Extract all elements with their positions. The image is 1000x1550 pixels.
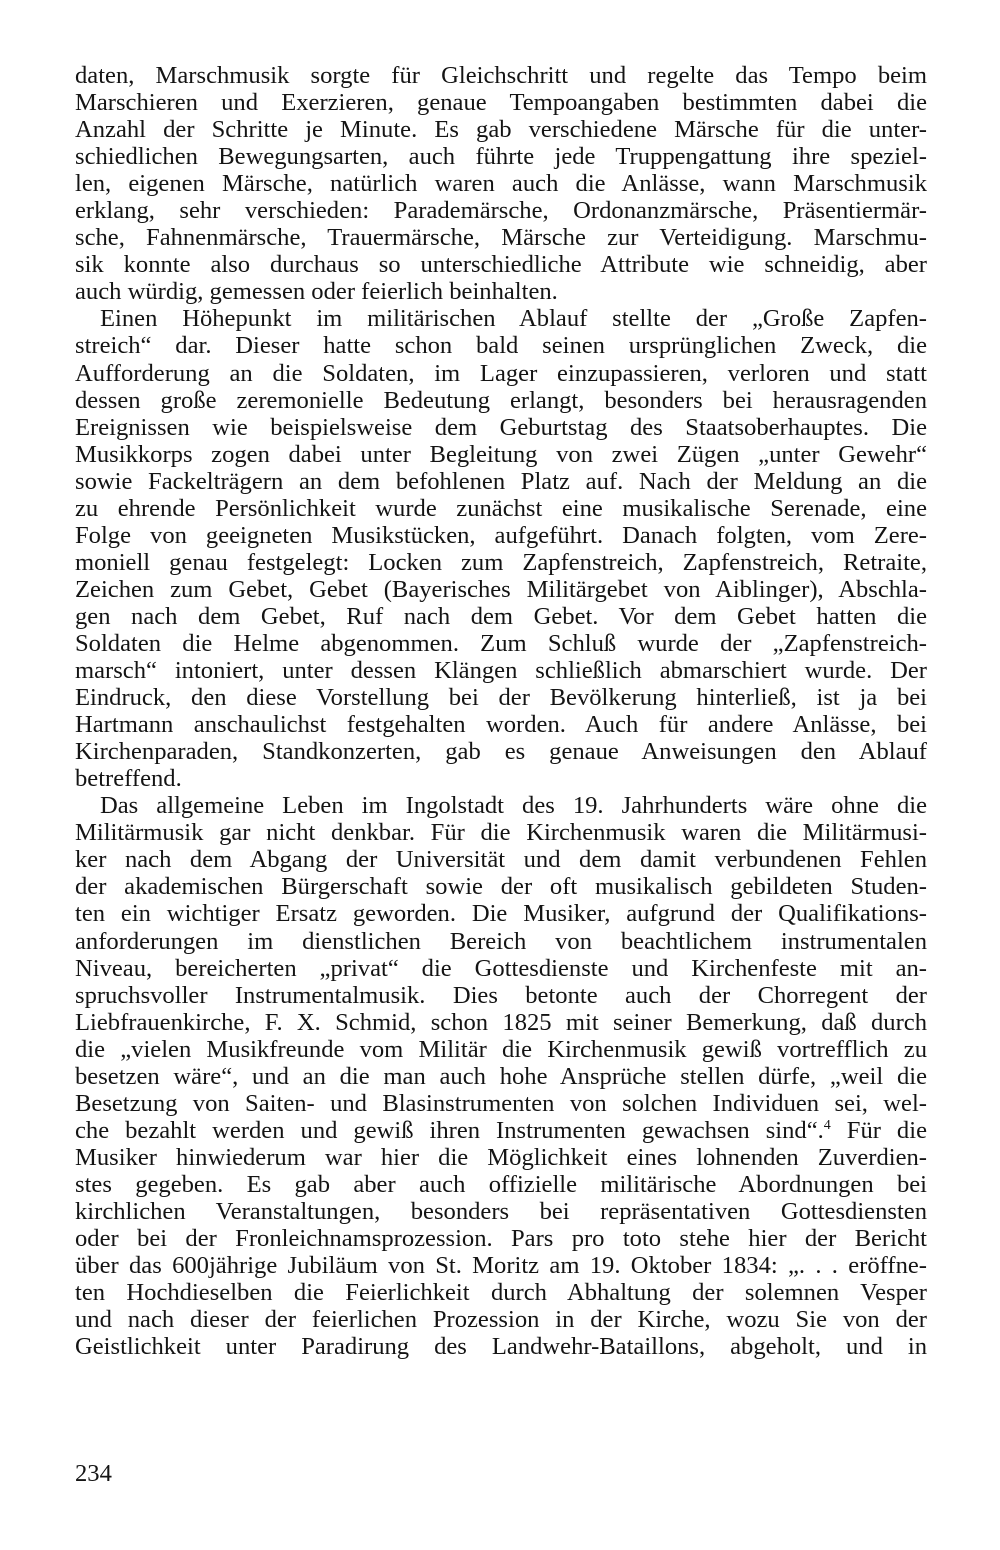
- text-line: ten ein wichtiger Ersatz geworden. Die Musiker, aufgrund der Qualifikations-: [75, 900, 927, 928]
- text-line: anforderungen im dienstlichen Bereich von beachtlichem instrumentalen: [75, 927, 927, 955]
- text-line: Eindruck, den diese Vorstellung bei der Bevölkerung hinterließ, ist ja bei: [75, 684, 927, 712]
- text-line: sik konnte also durchaus so unterschiedliche Attribute wie schneidig, aber: [75, 251, 927, 279]
- text-line: [75, 1117, 927, 1144]
- text-line: ker nach dem Abgang der Universität und dem damit verbundenen Fehlen: [75, 846, 927, 874]
- text-line: Ereignissen wie beispielsweise dem Geburtstag des Staatsoberhauptes. Die: [75, 413, 927, 441]
- text-line: Zeichen zum Gebet, Gebet (Bayerisches Militärgebet von Aiblinger), Abschla-: [75, 575, 927, 603]
- text-line: auch würdig, gemessen oder feierlich beinhalten.: [75, 278, 558, 306]
- text-line: Das allgemeine Leben im Ingolstadt des 19. Jahrhunderts wäre ohne die: [100, 792, 927, 820]
- text-fragment: che bezahlt werden und gewiß ihren Instrumenten gewachsen sind“.: [75, 1116, 824, 1144]
- text-line: len, eigenen Märsche, natürlich waren auch die Anlässe, wann Marschmusik: [75, 170, 927, 198]
- text-line: kirchlichen Veranstaltungen, besonders bei repräsentativen Gottesdiensten: [75, 1197, 927, 1225]
- text-line: ten Hochdieselben die Feierlichkeit durch Abhaltung der solemnen Vesper: [75, 1279, 927, 1307]
- text-line: Soldaten die Helme abgenommen. Zum Schluß wurde der „Zapfenstreich-: [75, 629, 927, 657]
- text-line: Aufforderung an die Soldaten, im Lager einzupassieren, verloren und statt: [75, 359, 927, 387]
- text-line: Hartmann anschaulichst festgehalten worden. Auch für andere Anlässe, bei: [75, 711, 927, 739]
- text-line: streich“ dar. Dieser hatte schon bald seinen ursprünglichen Zweck, die: [75, 332, 927, 360]
- text-line: daten, Marschmusik sorgte für Gleichschritt und regelte das Tempo beim: [75, 62, 927, 89]
- text-line: der akademischen Bürgerschaft sowie der oft musikalisch gebildeten Studen-: [75, 873, 927, 901]
- text-line: Musiker hinwiederum war hier die Möglichkeit eines lohnenden Zuverdien-: [75, 1143, 927, 1171]
- text-line: betreffend.: [75, 765, 182, 793]
- book-page-text: [75, 62, 927, 1360]
- text-fragment: Für die: [830, 1116, 927, 1144]
- paragraph-militaermusik-kirche: [75, 792, 927, 1360]
- paragraph-marschmusik: [75, 62, 927, 305]
- text-line: Folge von geeigneten Musikstücken, aufgeführt. Danach folgten, vom Zere-: [75, 521, 927, 549]
- text-line: spruchsvoller Instrumentalmusik. Dies betonte auch der Chorregent der: [75, 981, 927, 1009]
- text-line: Geistlichkeit unter Paradirung des Landwehr-Bataillons, abgeholt, und in: [75, 1333, 927, 1361]
- text-line: marsch“ intoniert, unter dessen Klängen schließlich abmarschiert wurde. Der: [75, 657, 927, 685]
- text-line: stes gegeben. Es gab aber auch offizielle militärische Abordnungen bei: [75, 1170, 927, 1198]
- text-line: oder bei der Fronleichnamsprozession. Pars pro toto stehe hier der Bericht: [75, 1225, 927, 1253]
- text-line: moniell genau festgelegt: Locken zum Zapfenstreich, Zapfenstreich, Retraite,: [75, 548, 927, 576]
- text-line: zu ehrende Persönlichkeit wurde zunächst eine musikalische Serenade, eine: [75, 494, 927, 522]
- text-line: Besetzung von Saiten- und Blasinstrumenten von solchen Individuen sei, wel-: [75, 1089, 927, 1117]
- text-line: besetzen wäre“, und an die man auch hohe Ansprüche stellen dürfe, „weil die: [75, 1062, 927, 1090]
- text-line: Marschieren und Exerzieren, genaue Tempoangaben bestimmten dabei die: [75, 89, 927, 117]
- text-line: dessen große zeremonielle Bedeutung erlangt, besonders bei herausragenden: [75, 386, 927, 414]
- text-line: schiedlichen Bewegungsarten, auch führte jede Truppengattung ihre speziel-: [75, 143, 927, 171]
- text-line: und nach dieser der feierlichen Prozession in der Kirche, wozu Sie von der: [75, 1306, 927, 1334]
- text-line: Liebfrauenkirche, F. X. Schmid, schon 1825 mit seiner Bemerkung, daß durch: [75, 1008, 927, 1036]
- text-line: sowie Fackelträgern an dem befohlenen Platz auf. Nach der Meldung an die: [75, 467, 927, 495]
- text-line: Kirchenparaden, Standkonzerten, gab es genaue Anweisungen den Ablauf: [75, 738, 927, 766]
- text-line: Militärmusik gar nicht denkbar. Für die Kirchenmusik waren die Militärmusi-: [75, 819, 927, 847]
- text-line: erklang, sehr verschieden: Parademärsche, Ordonanzmärsche, Präsentiermär-: [75, 197, 927, 225]
- paragraph-zapfenstreich: [75, 305, 927, 792]
- page-number: 234: [75, 1460, 112, 1487]
- text-line: Anzahl der Schritte je Minute. Es gab verschiedene Märsche für die unter-: [75, 116, 927, 144]
- text-line: Einen Höhepunkt im militärischen Ablauf stellte der „Große Zapfen-: [100, 305, 927, 333]
- text-line: über das 600jährige Jubiläum von St. Moritz am 19. Oktober 1834: „. . . eröffne-: [75, 1252, 927, 1280]
- text-line: gen nach dem Gebet, Ruf nach dem Gebet. Vor dem Gebet hatten die: [75, 602, 927, 630]
- text-line: Niveau, bereicherten „privat“ die Gottesdienste und Kirchenfeste mit an-: [75, 954, 927, 982]
- text-line: sche, Fahnenmärsche, Trauermärsche, Märsche zur Verteidigung. Marschmu-: [75, 224, 927, 252]
- text-line: Musikkorps zogen dabei unter Begleitung von zwei Zügen „unter Gewehr“: [75, 440, 927, 468]
- footnote-reference[interactable]: 4: [823, 1117, 831, 1133]
- text-line: die „vielen Musikfreunde vom Militär die Kirchenmusik gewiß vortrefflich zu: [75, 1035, 927, 1063]
